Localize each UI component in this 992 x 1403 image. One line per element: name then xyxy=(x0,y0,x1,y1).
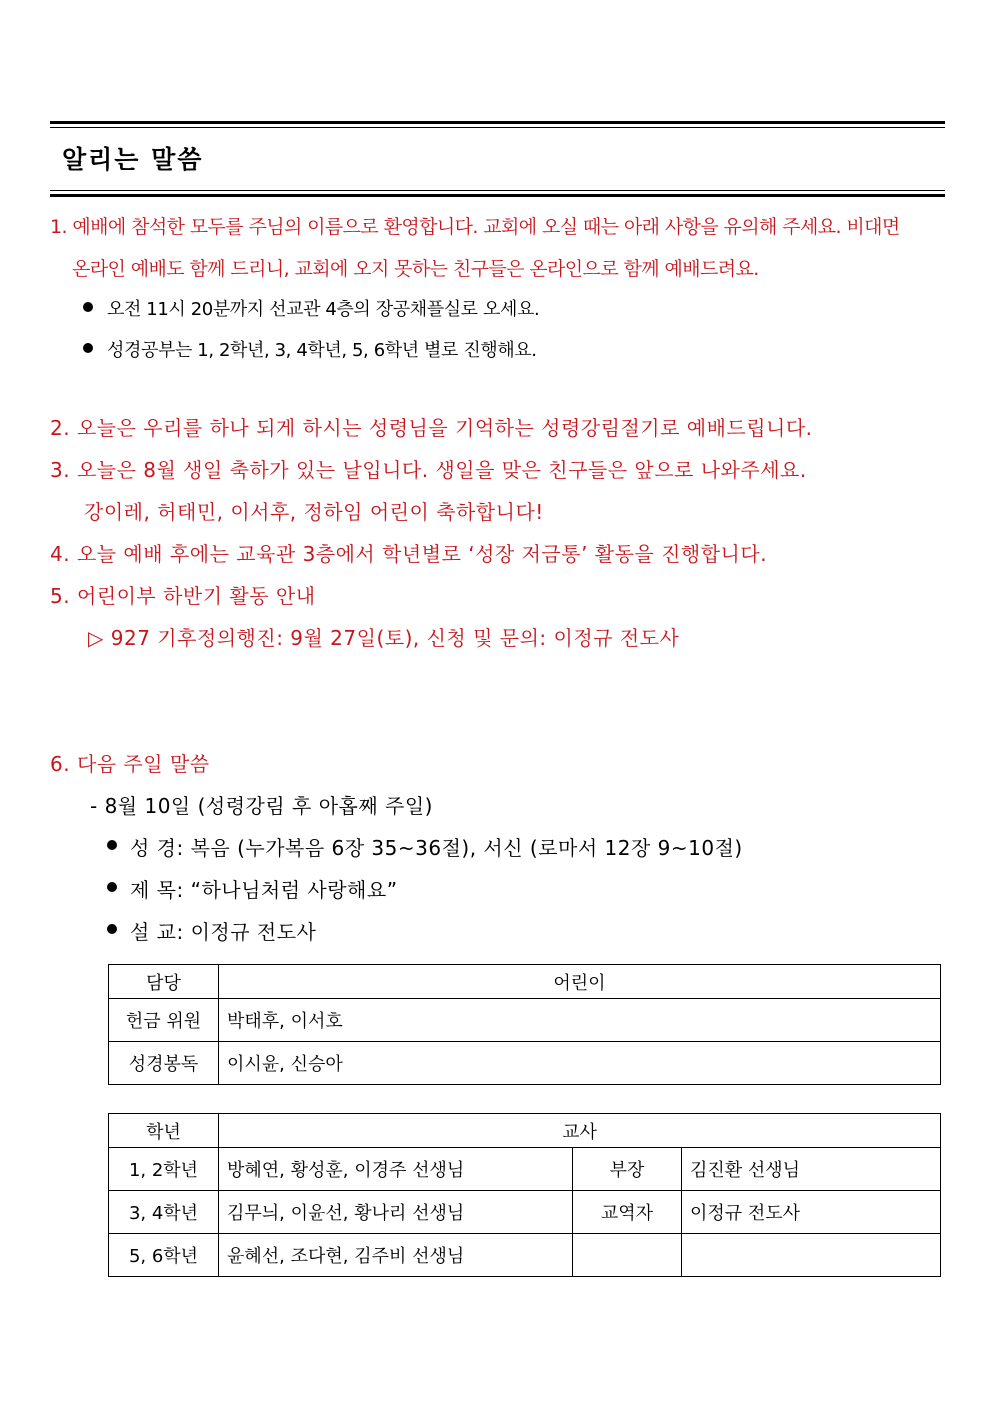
bullet-icon xyxy=(107,882,117,892)
table-header-cell: 어린이 xyxy=(219,965,941,999)
table-cell: 부장 xyxy=(573,1148,682,1191)
table-header-cell: 학년 xyxy=(109,1114,219,1148)
top-rule-thin xyxy=(50,127,945,128)
table-header-cell: 담당 xyxy=(109,965,219,999)
notice-1-line-1: 1. 예배에 참석한 모두를 주님의 이름으로 환영합니다. 교회에 오실 때는 아래 사항을 유의해 주세요. 비대면 xyxy=(50,216,900,238)
table-row xyxy=(109,1234,941,1277)
table-cell: 박태후, 이서호 xyxy=(219,999,941,1042)
table-cell: 이시윤, 신승아 xyxy=(219,1042,941,1085)
next-sunday-date: - 8월 10일 (성령강림 후 아홉째 주일) xyxy=(90,794,433,818)
table-cell: 이정규 전도사 xyxy=(682,1191,941,1234)
notice-2: 2. 오늘은 우리를 하나 되게 하시는 성령님을 기억하는 성령강림절기로 예배드립니다. xyxy=(50,416,813,440)
table-cell: 교역자 xyxy=(573,1191,682,1234)
table-row xyxy=(109,999,941,1042)
notice-6-heading: 6. 다음 주일 말씀 xyxy=(50,752,210,776)
table-cell: 김진환 선생님 xyxy=(682,1148,941,1191)
table-cell: 성경봉독 xyxy=(109,1042,219,1085)
preacher-line: 설 교: 이정규 전도사 xyxy=(130,920,317,944)
sermon-title-line: 제 목: “하나님처럼 사랑해요” xyxy=(130,878,398,902)
notice-1-line-2: 온라인 예배도 함께 드리니, 교회에 오지 못하는 친구들은 온라인으로 함께 예배드려요. xyxy=(72,258,759,280)
title-rule-thick xyxy=(50,194,945,197)
notice-1-bullet-1: 오전 11시 20분까지 선교관 4층의 장공채플실로 오세요. xyxy=(107,299,540,320)
table-row xyxy=(109,1042,941,1085)
table-row xyxy=(109,1148,941,1191)
title-rule-thin xyxy=(50,190,945,191)
table-cell: 김무늬, 이윤선, 황나리 선생님 xyxy=(219,1191,573,1234)
table-row xyxy=(109,1191,941,1234)
notice-3-line-1: 3. 오늘은 8월 생일 축하가 있는 날입니다. 생일을 맞은 친구들은 앞으로 나와주세요. xyxy=(50,458,807,482)
notice-5-line-1: 5. 어린이부 하반기 활동 안내 xyxy=(50,584,316,608)
table-cell: 헌금 위원 xyxy=(109,999,219,1042)
table-header-cell: 교사 xyxy=(219,1114,941,1148)
bullet-icon xyxy=(83,343,93,353)
table-header-row xyxy=(109,1114,941,1148)
table-cell: 1, 2학년 xyxy=(109,1148,219,1191)
scripture-line: 성 경: 복음 (누가복음 6장 35~36절), 서신 (로마서 12장 9~10절) xyxy=(130,836,743,860)
notice-1-bullet-2: 성경공부는 1, 2학년, 3, 4학년, 5, 6학년 별로 진행해요. xyxy=(107,340,537,361)
page-title: 알리는 말씀 xyxy=(62,145,204,174)
table-cell xyxy=(573,1234,682,1277)
notice-3-line-2: 강이레, 허태민, 이서후, 정하임 어린이 축하합니다! xyxy=(84,500,544,524)
teacher-table xyxy=(108,1113,941,1277)
duty-table xyxy=(108,964,941,1085)
bullet-icon xyxy=(107,924,117,934)
top-rule-thick xyxy=(50,121,945,124)
table-cell: 5, 6학년 xyxy=(109,1234,219,1277)
notice-4: 4. 오늘 예배 후에는 교육관 3층에서 학년별로 ‘성장 저금통’ 활동을 진행합니다. xyxy=(50,542,768,566)
bullet-icon xyxy=(83,302,93,312)
table-cell: 방혜연, 황성훈, 이경주 선생님 xyxy=(219,1148,573,1191)
table-cell xyxy=(682,1234,941,1277)
table-cell: 3, 4학년 xyxy=(109,1191,219,1234)
notice-5-line-2: ▷ 927 기후정의행진: 9월 27일(토), 신청 및 문의: 이정규 전도사 xyxy=(88,626,680,650)
table-header-row xyxy=(109,965,941,999)
table-cell: 윤혜선, 조다현, 김주비 선생님 xyxy=(219,1234,573,1277)
bullet-icon xyxy=(107,840,117,850)
